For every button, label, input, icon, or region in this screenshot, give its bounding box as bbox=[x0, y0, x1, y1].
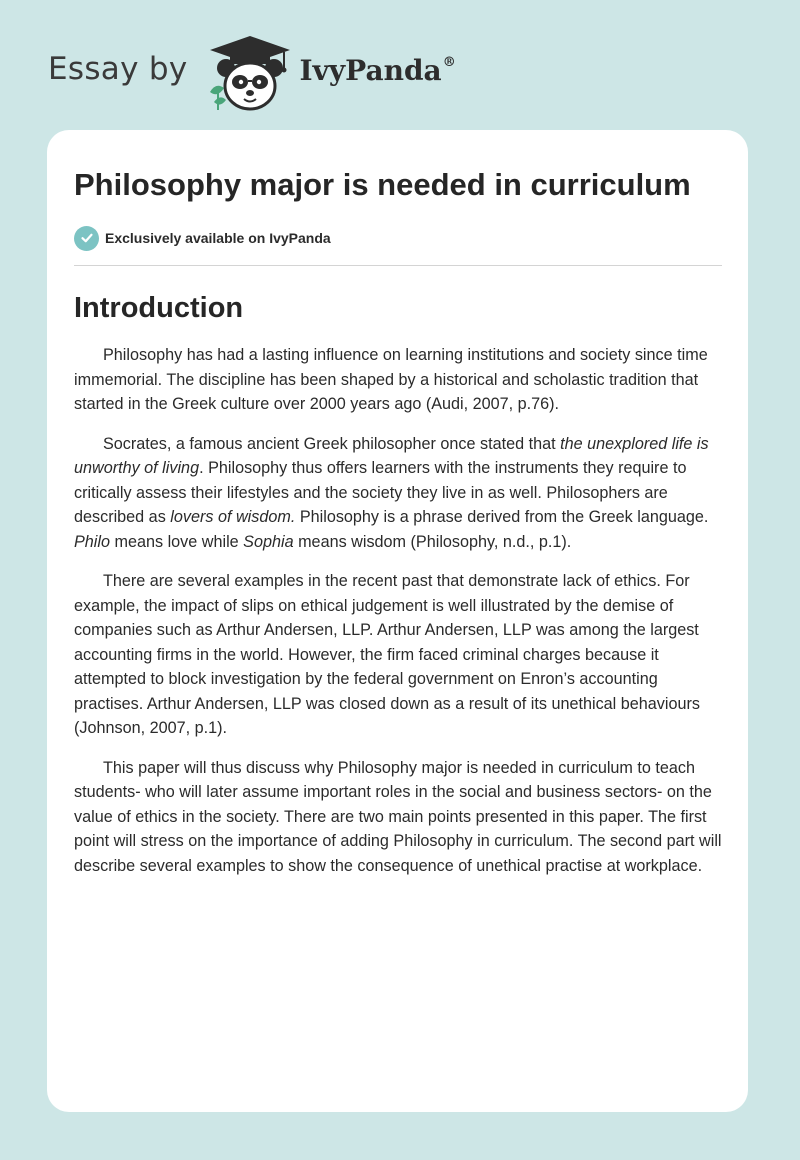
p2-text-a: Socrates, a famous ancient Greek philosopher once stated that bbox=[103, 434, 561, 453]
check-icon bbox=[74, 226, 99, 251]
brand-name bbox=[300, 54, 456, 87]
paragraph-4: This paper will thus discuss why Philosophy major is needed in curriculum to teach students- who will later assume important roles in the social and business sectors- on the value of ethics in the society. There are two main points presented in this paper. The first point will stress on the importance of adding Philosophy in curriculum. The second part will describe several examples to show the consequence of unethical practise at workplace. bbox=[74, 758, 722, 875]
panda-logo-icon[interactable] bbox=[204, 30, 296, 114]
p2-text-i: means wisdom (Philosophy, n.d., p.1). bbox=[293, 532, 572, 551]
divider bbox=[74, 265, 722, 266]
paragraph-2 bbox=[74, 432, 722, 555]
p2-text-e: Philosophy is a phrase derived from the Greek language. bbox=[295, 508, 709, 526]
p2-text-g: means love while bbox=[110, 532, 244, 551]
p2-text-c: . Philosophy thus offers learners with the instruments they require to critically assess their lifestyles and the society they live in as well. Philosophers are described as bbox=[74, 459, 687, 526]
section-heading: Introduction bbox=[74, 292, 244, 324]
exclusive-badge bbox=[74, 225, 722, 251]
p2-lovers-of-wisdom: lovers of wisdom. bbox=[170, 508, 296, 526]
brand-prefix: Essay by bbox=[48, 51, 188, 87]
site-header bbox=[48, 30, 456, 114]
badge-label: Exclusively available on IvyPanda bbox=[105, 230, 331, 246]
paragraph-3: There are several examples in the recent past that demonstrate lack of ethics. For example, the impact of slips on ethical judgement is well illustrated by the demise of companies such as Arthur Andersen, LLP. Arthur Andersen, LLP was among the largest accounting firms in the world. However, the firm faced criminal charges because it attempted to block investigation by the federal government on Enron’s accounting practises. Arthur Andersen, LLP was closed down as a result of its unethical behaviours (Johnson, 2007, p.1). bbox=[74, 572, 700, 737]
paragraph-1: Philosophy has had a lasting influence on learning institutions and society since time immemorial. The discipline has been shaped by a historical and scholastic tradition that started in the Greek culture over 2000 years ago (Audi, 2007, p.76). bbox=[74, 346, 708, 413]
brand-name-text: IvyPanda bbox=[299, 53, 442, 87]
p2-quote: the unexplored life is unworthy of living bbox=[74, 434, 709, 477]
registered-mark: ® bbox=[442, 54, 456, 70]
p2-philo: Philo bbox=[74, 532, 110, 551]
article-card bbox=[47, 130, 748, 1112]
page-title: Philosophy major is needed in curriculum bbox=[74, 167, 691, 202]
p2-sophia: Sophia bbox=[243, 532, 294, 551]
